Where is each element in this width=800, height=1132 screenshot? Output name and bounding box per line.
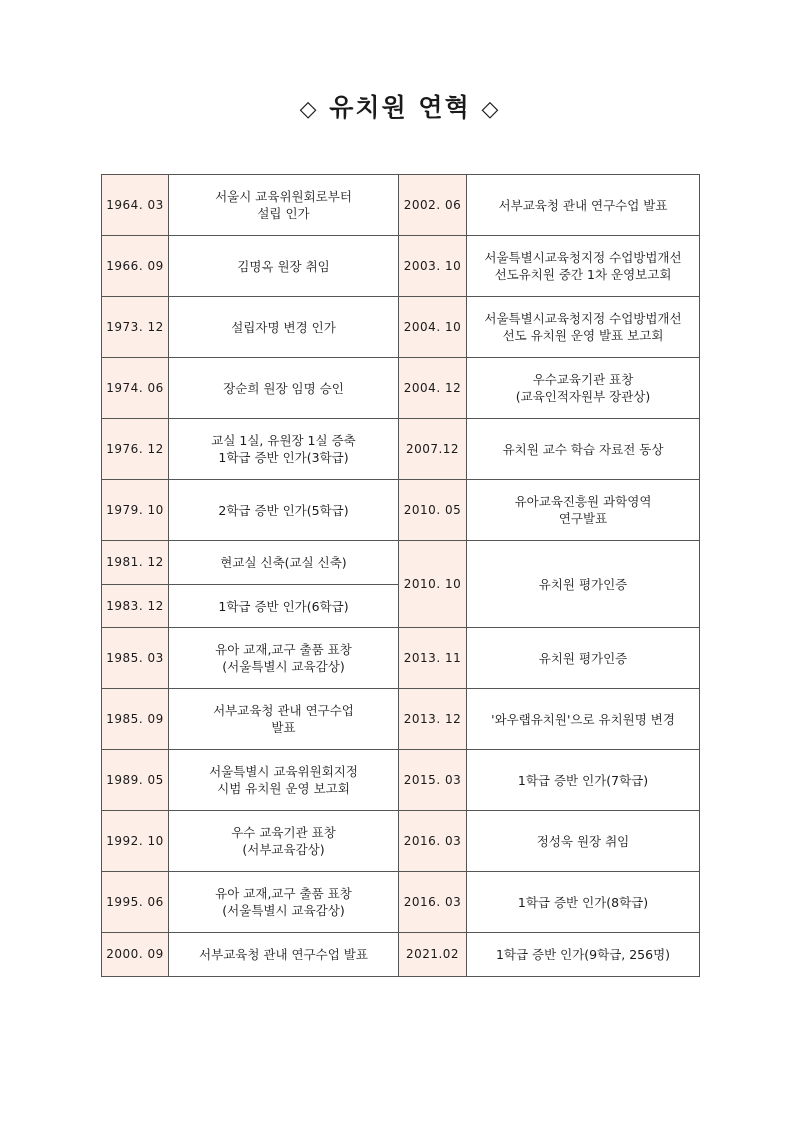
left-date-cell-line1: 1985. 09: [106, 711, 164, 726]
right-date-cell-line1: 2003. 10: [403, 258, 462, 273]
left-event-cell: [169, 585, 399, 628]
right-date-cell-line1: 2002. 06: [403, 197, 462, 212]
table-row: [102, 236, 700, 297]
right-event-cell-line1: 유아교육진흥원 과학영역: [514, 494, 652, 509]
left-event-cell: [169, 689, 399, 750]
right-date-cell-line1: 2021.02: [405, 947, 460, 961]
right-date-cell: [399, 872, 467, 933]
right-date-cell: [399, 419, 467, 480]
right-date-cell: [399, 480, 467, 541]
left-event-cell: [169, 811, 399, 872]
left-event-cell-line1: 장순희 원장 임명 승인: [223, 380, 344, 396]
right-date-cell: [399, 541, 467, 628]
left-event-cell-line1: 우수 교육기관 표창: [231, 825, 336, 840]
right-date-cell: [399, 750, 467, 811]
right-event-cell: [467, 236, 700, 297]
left-event-cell-line2: (서부교육감상): [242, 842, 325, 857]
left-event-cell-line1: 김명옥 원장 취임: [237, 258, 330, 274]
left-date-cell: [102, 933, 169, 977]
left-event-cell-line1: 서울시 교육위원회로부터: [215, 189, 352, 204]
right-date-cell: [399, 628, 467, 689]
right-event-cell-line1: 우수교육기관 표창: [532, 372, 634, 387]
right-event-cell-line1: '와우랩유치원'으로 유치원명 변경: [491, 711, 675, 727]
left-date-cell-line1: 1992. 10: [106, 833, 164, 848]
left-date-cell: [102, 750, 169, 811]
right-date-cell: [399, 933, 467, 977]
left-date-cell: [102, 541, 169, 585]
right-date-cell: [399, 297, 467, 358]
table-row: [102, 872, 700, 933]
table-row: [102, 750, 700, 811]
table-row: [102, 419, 700, 480]
right-event-cell-line1: 1학급 증반 인가(9학급, 256명): [495, 947, 671, 962]
left-event-cell-line1: 서부교육청 관내 연구수업 발표: [199, 947, 368, 962]
right-event-cell-line1: 서부교육청 관내 연구수업 발표: [498, 197, 668, 213]
left-date-cell: [102, 811, 169, 872]
diamond-left-icon: ◇: [299, 97, 319, 122]
left-date-cell: [102, 175, 169, 236]
right-date-cell-line1: 2016. 03: [403, 833, 462, 848]
right-date-cell-line1: 2015. 03: [403, 772, 462, 787]
right-date-cell-line1: 2007.12: [405, 441, 460, 456]
right-event-cell: [467, 628, 700, 689]
left-event-cell-line1: 서부교육청 관내 연구수업: [213, 703, 354, 718]
left-date-cell-line1: 1966. 09: [106, 258, 164, 273]
right-event-cell: [467, 689, 700, 750]
left-event-cell-line1: 2학급 증반 인가(5학급): [218, 502, 349, 518]
diamond-right-icon: ◇: [481, 97, 501, 122]
right-event-cell-line1: 정성욱 원장 취임: [536, 833, 630, 849]
left-event-cell: [169, 933, 399, 977]
right-date-cell-line1: 2016. 03: [403, 894, 462, 909]
left-date-cell-line1: 1985. 03: [106, 650, 164, 665]
table-row: [102, 933, 700, 977]
table-row: [102, 628, 700, 689]
left-date-cell-line1: 1979. 10: [106, 502, 164, 517]
right-event-cell: [467, 750, 700, 811]
right-event-cell-line1: 서울특별시교육청지정 수업방법개선: [484, 250, 682, 265]
left-date-cell: [102, 872, 169, 933]
right-event-cell: [467, 933, 700, 977]
left-date-cell-line1: 1974. 06: [106, 380, 164, 395]
table-row: [102, 297, 700, 358]
right-date-cell: [399, 175, 467, 236]
left-date-cell: [102, 585, 169, 628]
right-event-cell-line1: 유치원 평가인증: [538, 650, 628, 666]
left-event-cell-line2: 1학급 증반 인가(3학급): [218, 450, 349, 465]
right-event-cell-line2: 선도유치원 중간 1차 운영보고회: [494, 267, 672, 282]
right-event-cell-line1: 유치원 평가인증: [538, 576, 628, 592]
right-event-cell: [467, 358, 700, 419]
left-event-cell: [169, 419, 399, 480]
right-event-cell: [467, 480, 700, 541]
right-event-cell: [467, 811, 700, 872]
left-date-cell-line1: 1983. 12: [106, 598, 164, 613]
table-row: [102, 358, 700, 419]
left-date-cell: [102, 236, 169, 297]
right-event-cell-line1: 서울특별시교육청지정 수업방법개선: [484, 311, 682, 326]
right-date-cell: [399, 236, 467, 297]
left-event-cell: [169, 358, 399, 419]
right-date-cell: [399, 689, 467, 750]
left-event-cell: [169, 297, 399, 358]
left-date-cell: [102, 358, 169, 419]
left-date-cell-line1: 2000. 09: [106, 947, 164, 961]
left-event-cell: [169, 175, 399, 236]
right-event-cell-line1: 1학급 증반 인가(7학급): [517, 772, 649, 788]
table-row: [102, 811, 700, 872]
right-event-cell-line2: 선도 유치원 운영 발표 보고회: [502, 328, 664, 343]
right-date-cell-line1: 2010. 05: [403, 502, 462, 517]
right-event-cell: [467, 541, 700, 628]
right-event-cell: [467, 419, 700, 480]
left-date-cell: [102, 689, 169, 750]
right-event-cell-line1: 1학급 증반 인가(8학급): [517, 894, 649, 910]
right-date-cell: [399, 358, 467, 419]
left-event-cell: [169, 628, 399, 689]
right-date-cell-line1: 2013. 12: [403, 711, 462, 726]
left-date-cell-line1: 1976. 12: [106, 441, 164, 456]
right-event-cell-line1: 유치원 교수 학습 자료전 동상: [502, 441, 664, 457]
right-date-cell-line1: 2010. 10: [403, 576, 462, 591]
page-title-text: 유치원 연혁: [329, 93, 471, 122]
left-event-cell-line1: 유아 교재,교구 출품 표창: [215, 642, 352, 657]
right-event-cell-line2: (교육인적자원부 장관상): [515, 389, 651, 404]
left-event-cell-line1: 설립자명 변경 인가: [231, 319, 336, 335]
right-event-cell: [467, 175, 700, 236]
left-date-cell-line1: 1981. 12: [106, 555, 164, 569]
left-event-cell: [169, 541, 399, 585]
left-date-cell: [102, 628, 169, 689]
left-date-cell: [102, 419, 169, 480]
left-date-cell: [102, 297, 169, 358]
left-event-cell-line1: 서울특별시 교육위원회지정: [209, 764, 358, 779]
right-event-cell-line2: 연구발표: [558, 511, 608, 526]
left-event-cell-line1: 현교실 신축(교실 신축): [220, 555, 347, 570]
left-event-cell-line2: (서울특별시 교육감상): [222, 903, 345, 918]
left-event-cell-line2: 설립 인가: [257, 206, 310, 221]
left-event-cell-line2: 시범 유치원 운영 보고회: [217, 781, 350, 796]
left-date-cell-line1: 1995. 06: [106, 894, 164, 909]
left-event-cell-line2: 발표: [271, 720, 296, 735]
left-event-cell: [169, 872, 399, 933]
right-event-cell: [467, 297, 700, 358]
left-event-cell-line2: (서울특별시 교육감상): [222, 659, 345, 674]
history-table: [101, 174, 700, 977]
right-date-cell-line1: 2013. 11: [403, 650, 462, 665]
left-event-cell: [169, 480, 399, 541]
table-row: [102, 175, 700, 236]
right-date-cell: [399, 811, 467, 872]
right-event-cell: [467, 872, 700, 933]
table-row: [102, 541, 700, 585]
left-date-cell-line1: 1973. 12: [106, 319, 164, 334]
left-date-cell: [102, 480, 169, 541]
left-date-cell-line1: 1989. 05: [106, 772, 164, 787]
table-row: [102, 689, 700, 750]
left-event-cell-line1: 유아 교재,교구 출품 표창: [215, 886, 352, 901]
left-event-cell-line1: 교실 1실, 유원장 1실 증축: [211, 433, 356, 448]
left-event-cell: [169, 236, 399, 297]
left-event-cell: [169, 750, 399, 811]
left-date-cell-line1: 1964. 03: [106, 197, 164, 212]
page-title: [0, 88, 800, 124]
left-event-cell-line1: 1학급 증반 인가(6학급): [218, 598, 349, 614]
history-table-body: [102, 175, 700, 977]
table-row: [102, 480, 700, 541]
right-date-cell-line1: 2004. 10: [403, 319, 462, 334]
right-date-cell-line1: 2004. 12: [403, 380, 462, 395]
